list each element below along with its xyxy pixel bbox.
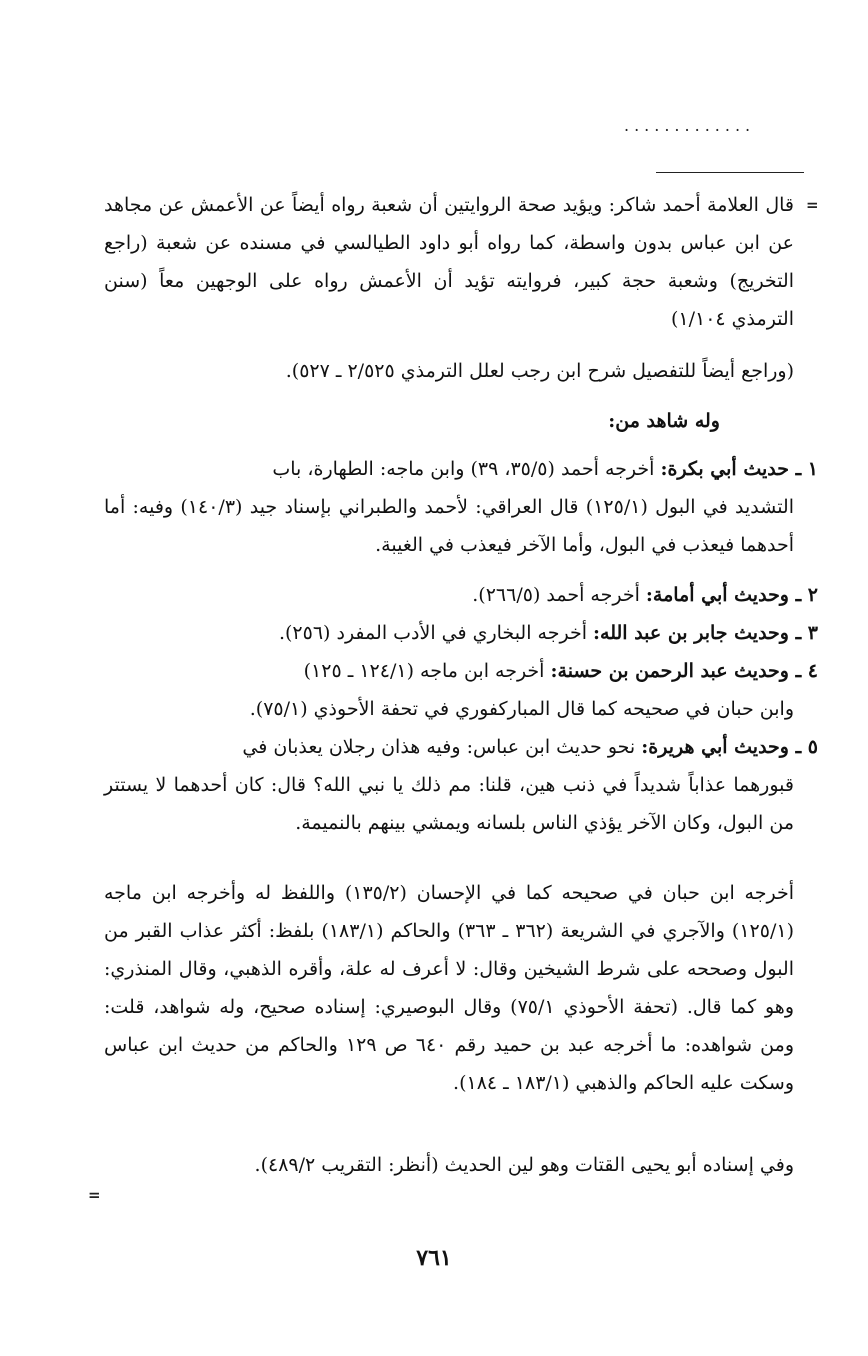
item-lead: ٤ ـ وحديث عبد الرحمن بن حسنة: (550, 660, 818, 682)
paragraph-text: (وراجع أيضاً للتفصيل شرح ابن رجب لعلل الترمذي ٢/٥٢٥ ـ ٥٢٧). (285, 360, 794, 382)
paragraph-text: وفي إسناده أبو يحيى القتات وهو لين الحديث (أنظر: التقريب ٤٨٩/٢). (254, 1154, 794, 1176)
continuation-mark-top: = (806, 196, 819, 214)
list-item (104, 450, 818, 564)
section-heading (100, 402, 720, 440)
list-item (104, 614, 818, 652)
list-item (104, 728, 818, 842)
list-item (104, 576, 818, 614)
paragraph-ibn-rajab (140, 352, 794, 390)
paragraph-text: أخرجه ابن حبان في صحيحه كما في الإحسان (١٣٥/٢) واللفظ له وأخرجه ابن ماجه (١٢٥/١) والآجري في الشريعة (٣٦٢ ـ ٣٦٣) والحاكم (١٨٣/١) بلفظ: أكثر عذاب القبر من البول وصححه على شرط الشيخين وقال: لا أعرف له علة، وأقره الذهبي، وقال المنذري: وهو كما قال. (تحفة الأحوذي ٧٥/١) وقال البوصيري: إسناده صحيح، وله شواهد، قلت: ومن شواهده: ما أخرجه عبد بن حميد رقم ٦٤٠ ص ١٢٩ والحاكم من حديث ابن عباس وسكت عليه الحاكم والذهبي (١٨٣/١ ـ ١٨٤). (104, 882, 795, 1094)
paragraph-takhrij (104, 874, 794, 1102)
page-number: ٧٦١ (416, 1245, 452, 1271)
paragraph-isnad (104, 1146, 794, 1184)
item-first: أخرجه أحمد (٢٦٦/٥). (472, 584, 646, 606)
witness-list (104, 450, 818, 842)
list-item (104, 652, 818, 728)
item-lead: ٢ ـ وحديث أبي أمامة: (645, 584, 818, 606)
item-rest: قبورهما عذاباً شديداً في ذنب هين، قلنا: مم ذلك يا نبي الله؟ قال: كان أحدهما لا يستتر من البول، وكان الآخر يؤذي الناس بلسانه ويمشي بينهم بالنميمة. (104, 774, 794, 834)
continuation-mark-bottom: = (88, 1186, 101, 1204)
header-dots: ............. (624, 116, 756, 135)
item-first: أخرجه أحمد (٣٥/٥، ٣٩) وابن ماجه: الطهارة، باب (272, 458, 661, 480)
item-first: أخرجه البخاري في الأدب المفرد (٢٥٦). (278, 622, 594, 644)
item-first: أخرجه ابن ماجه (١٢٤/١ ـ ١٢٥) (303, 660, 551, 682)
item-first: نحو حديث ابن عباس: وفيه هذان رجلان يعذبان في (242, 736, 642, 758)
item-lead: ١ ـ حديث أبي بكرة: (660, 458, 818, 480)
item-lead: ٣ ـ وحديث جابر بن عبد الله: (593, 622, 818, 644)
paragraph-text: قال العلامة أحمد شاكر: ويؤيد صحة الروايتين أن شعبة رواه أيضاً عن الأعمش عن مجاهد عن ابن عباس بدون واسطة، كما رواه أبو داود الطيالسي في مسنده عن شعبة (راجع التخريج) وشعبة حجة كبير، فروايته تؤيد أن الأعمش رواه على الوجهين معاً (سنن الترمذي ١/١٠٤) (104, 194, 794, 330)
heading-text: وله شاهد من: (608, 410, 720, 432)
item-rest: وابن حبان في صحيحه كما قال المباركفوري في تحفة الأحوذي (٧٥/١). (249, 698, 794, 720)
item-lead: ٥ ـ وحديث أبي هريرة: (641, 736, 818, 758)
item-rest: التشديد في البول (١٢٥/١) قال العراقي: لأحمد والطبراني بإسناد جيد (١٤٠/٣) وفيه: أما أحدهما فيعذب في البول، وأما الآخر فيعذب في الغيبة. (104, 496, 795, 556)
footnote-separator (656, 172, 804, 173)
paragraph-shakir (104, 186, 794, 338)
